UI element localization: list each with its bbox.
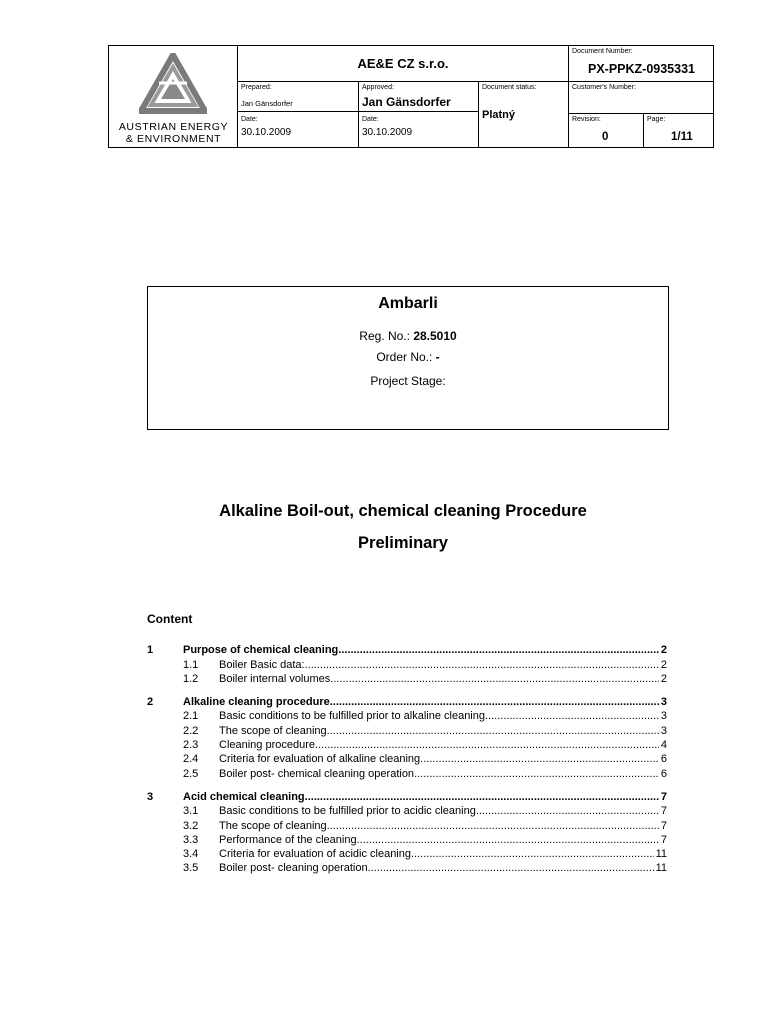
page-label: Page:	[647, 116, 666, 123]
toc-leader-dots	[485, 709, 659, 723]
reg-number-line	[148, 329, 668, 343]
order-number-value: -	[435, 350, 440, 364]
toc-subtitle: Basic conditions to be fulfilled prior to acidic cleaning	[219, 805, 476, 818]
toc-leader-dots	[420, 752, 659, 766]
document-header-table	[108, 45, 714, 148]
toc-subtitle: Performance of the cleaning	[219, 833, 357, 846]
toc-subnumber: 2.2	[183, 724, 199, 737]
reg-number-value: 28.5010	[413, 329, 457, 343]
prepared-cell	[238, 82, 358, 147]
project-info-box	[147, 286, 669, 430]
toc-subtitle: Boiler post- cleaning operation	[219, 862, 368, 875]
prepared-by: Jan Gänsdorfer	[241, 99, 293, 108]
divider	[237, 111, 358, 112]
approved-date-label: Date:	[362, 116, 379, 123]
company-logo	[109, 46, 238, 147]
toc-title: Acid chemical cleaning	[183, 790, 305, 803]
toc-page: 7	[660, 819, 667, 832]
customer-number-cell	[568, 82, 713, 114]
toc-leader-dots	[327, 819, 659, 833]
toc-section	[147, 790, 667, 876]
toc-subtitle: The scope of cleaning	[219, 819, 327, 832]
document-subtitle: Preliminary	[358, 534, 448, 552]
toc-subnumber: 3.3	[183, 833, 199, 846]
toc-leader-dots	[368, 861, 654, 875]
toc-subtitle: Boiler internal volumes	[219, 672, 331, 685]
toc-subnumber: 2.4	[183, 753, 199, 766]
toc-subtitle: Boiler Basic data:	[219, 658, 305, 671]
toc-page: 7	[660, 833, 667, 846]
document-status-cell	[478, 82, 568, 147]
toc-page: 11	[655, 862, 667, 875]
toc-subnumber: 3.1	[183, 805, 199, 818]
toc-page: 7	[660, 805, 667, 818]
toc-page: 6	[660, 767, 667, 780]
reg-number-label: Reg. No.:	[359, 329, 414, 343]
toc-leader-dots	[338, 643, 659, 657]
toc-subnumber: 2.3	[183, 739, 199, 752]
approved-label: Approved:	[362, 84, 394, 91]
customer-number-label: Customer's Number:	[572, 84, 636, 91]
toc-subnumber: 3.4	[183, 848, 199, 861]
toc-leader-dots	[357, 833, 659, 847]
toc-page: 11	[655, 848, 667, 861]
toc-entry[interactable]	[147, 643, 667, 657]
project-title: Ambarli	[378, 295, 438, 312]
toc-page: 7	[660, 790, 667, 803]
toc-title: Purpose of chemical cleaning	[183, 644, 339, 657]
toc-number: 2	[147, 696, 154, 709]
revision-value: 0	[602, 131, 609, 143]
toc-leader-dots	[330, 672, 659, 686]
toc-page: 2	[660, 644, 667, 657]
toc-subentry[interactable]	[147, 738, 667, 752]
order-number-line	[148, 350, 668, 364]
toc-subtitle: Cleaning procedure	[219, 739, 316, 752]
toc-page: 4	[660, 739, 667, 752]
toc-leader-dots	[476, 804, 659, 818]
document-number-cell	[568, 46, 713, 82]
toc-subnumber: 2.5	[183, 767, 199, 780]
page-value: 1/11	[671, 131, 693, 143]
toc-subentry[interactable]	[147, 766, 667, 780]
toc-subtitle: The scope of cleaning	[219, 724, 327, 737]
prepared-label: Prepared:	[241, 84, 272, 91]
toc-subentry[interactable]	[147, 723, 667, 737]
toc-subentry[interactable]	[147, 861, 667, 875]
toc-subnumber: 2.1	[183, 710, 199, 723]
toc-subentry[interactable]	[147, 672, 667, 686]
toc-leader-dots	[330, 695, 659, 709]
toc-entry[interactable]	[147, 790, 667, 804]
toc-subentry[interactable]	[147, 833, 667, 847]
toc-title: Alkaline cleaning procedure	[183, 696, 330, 709]
document-status-label: Document status:	[482, 84, 537, 91]
project-stage-label: Project Stage:	[370, 374, 446, 388]
toc-number: 3	[147, 790, 154, 803]
approved-date: 30.10.2009	[362, 127, 413, 138]
toc-subentry[interactable]	[147, 657, 667, 671]
toc-subtitle: Criteria for evaluation of alkaline cleaning	[219, 753, 421, 766]
document-title: Alkaline Boil-out, chemical cleaning Procedure	[219, 502, 587, 520]
approved-cell	[358, 82, 478, 147]
toc-subtitle: Basic conditions to be fulfilled prior to alkaline cleaning	[219, 710, 485, 723]
toc-section	[147, 643, 667, 686]
toc-page: 3	[660, 696, 667, 709]
toc-page: 2	[660, 672, 667, 685]
toc-page: 6	[660, 753, 667, 766]
prepared-date-label: Date:	[241, 116, 258, 123]
revision-label: Revision:	[572, 116, 601, 123]
toc-subentry[interactable]	[147, 818, 667, 832]
toc-subentry[interactable]	[147, 752, 667, 766]
toc-subtitle: Boiler post- chemical cleaning operation	[219, 767, 415, 780]
toc-page: 3	[660, 710, 667, 723]
order-number-label: Order No.:	[376, 350, 436, 364]
document-number-label: Document Number:	[572, 48, 633, 55]
toc-entry[interactable]	[147, 695, 667, 709]
toc-leader-dots	[305, 790, 659, 804]
triangle-logo-icon	[139, 53, 207, 115]
toc-leader-dots	[315, 738, 659, 752]
toc-page: 3	[660, 724, 667, 737]
toc-subnumber: 3.5	[183, 862, 199, 875]
approved-by: Jan Gänsdorfer	[362, 95, 451, 109]
toc-leader-dots	[305, 658, 659, 672]
toc-leader-dots	[414, 767, 659, 781]
logo-text-line2: & ENVIRONMENT	[125, 133, 222, 145]
toc-number: 1	[147, 644, 154, 657]
prepared-date: 30.10.2009	[241, 127, 292, 138]
divider	[359, 111, 478, 112]
revision-cell	[568, 114, 643, 147]
toc-leader-dots	[411, 847, 654, 861]
toc-subentry[interactable]	[147, 847, 667, 861]
content-heading: Content	[147, 612, 193, 626]
toc-subentry[interactable]	[147, 804, 667, 818]
toc-leader-dots	[327, 724, 659, 738]
toc-subtitle: Criteria for evaluation of acidic cleaning	[219, 848, 411, 861]
table-of-contents	[147, 643, 667, 884]
toc-page: 2	[660, 658, 667, 671]
page-cell	[643, 114, 713, 147]
company-name: AE&E CZ s.r.o.	[238, 46, 568, 82]
document-number: PX-PPKZ-0935331	[587, 62, 695, 76]
toc-subnumber: 3.2	[183, 819, 199, 832]
toc-subentry[interactable]	[147, 709, 667, 723]
logo-text-line1: AUSTRIAN ENERGY	[118, 121, 229, 133]
toc-section	[147, 695, 667, 781]
toc-subnumber: 1.1	[183, 658, 199, 671]
toc-subnumber: 1.2	[183, 672, 199, 685]
document-status: Platný	[482, 109, 516, 121]
